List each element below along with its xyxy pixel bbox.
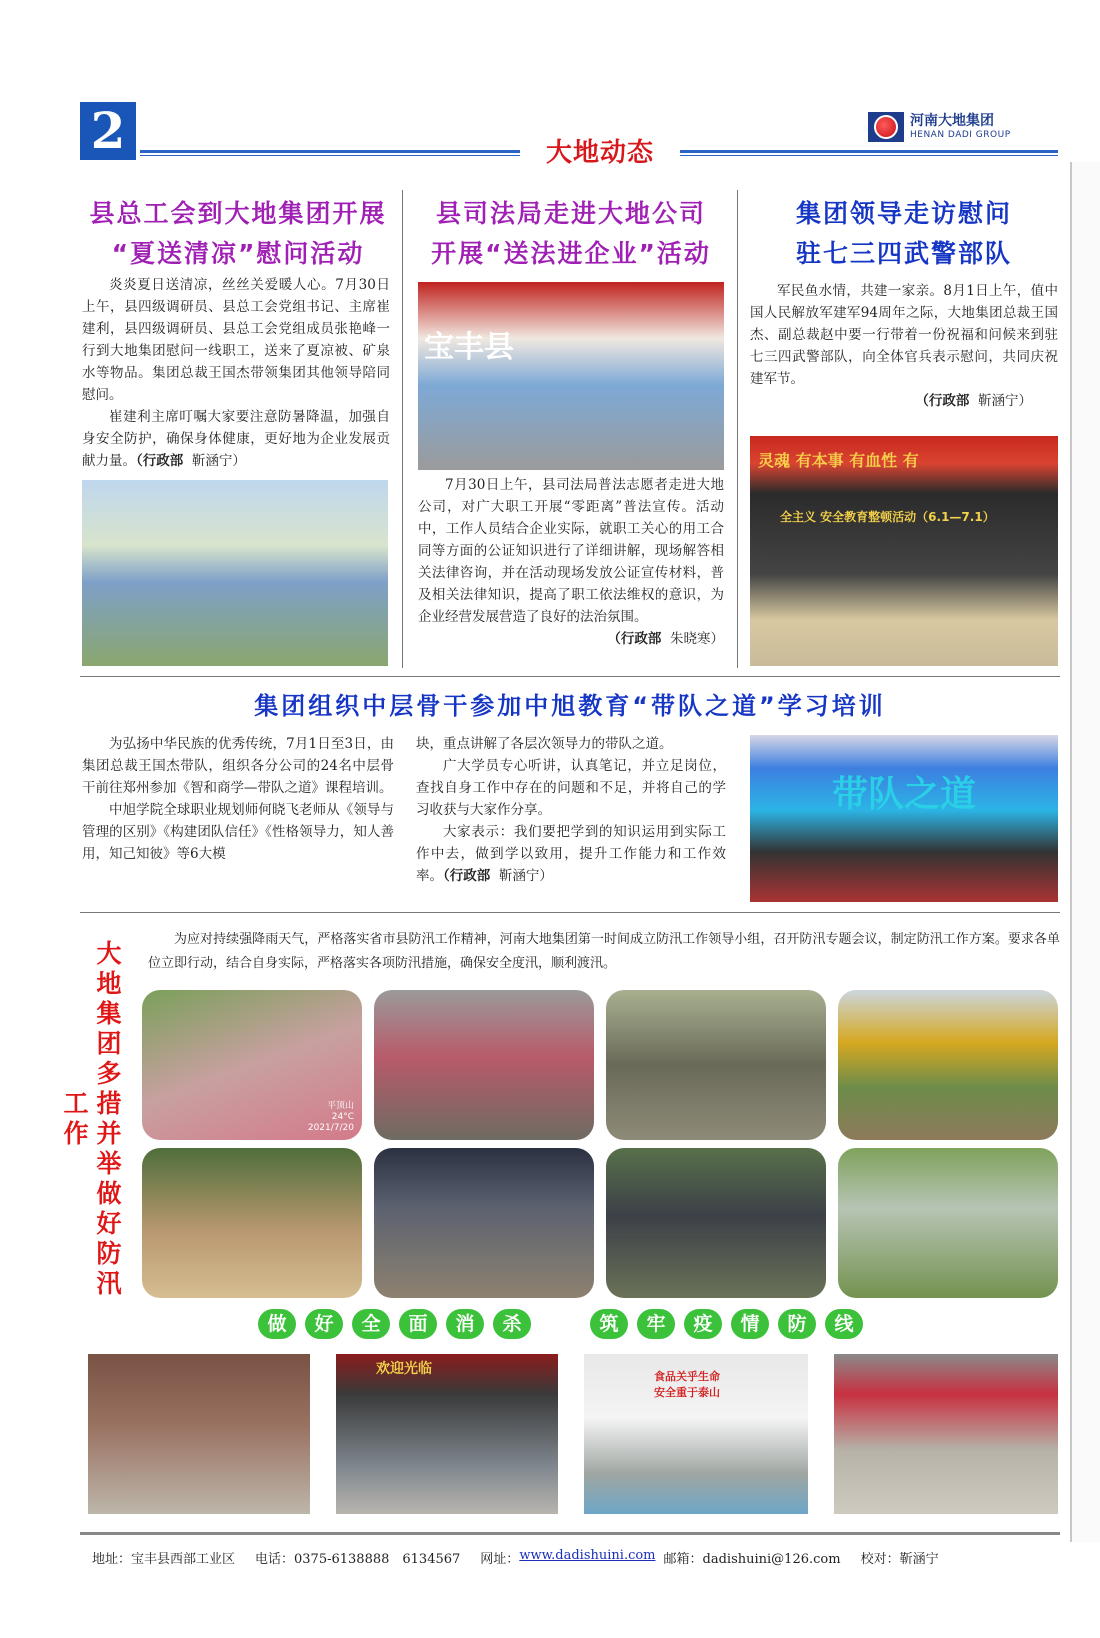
article4-column2: 块，重点讲解了各层次领导力的带队之道。 广大学员专心听讲，认真笔记，并立足岗位，查找自身工作中存在的问题和不足，并将自己的学习收获与大家作分享。 大家表示：我们要把学到的知识运用到实际工作中去，做到学以致用，提升工作能力和工作效率。（行政部 靳涵宁）: [416, 736, 726, 884]
disinfection-photo-1: [88, 1354, 310, 1514]
slogan-char: 牢: [637, 1309, 675, 1339]
slogan-left: [258, 1309, 531, 1343]
column-divider: [737, 190, 738, 668]
disinfection-photo-3: 食品关乎生命 安全重于泰山: [584, 1354, 808, 1514]
footer-email: 邮箱：dadishuini@126.com: [663, 1552, 841, 1567]
globe-logo-icon: [868, 112, 904, 142]
slogan-char: 防: [778, 1309, 816, 1339]
footer: [92, 1548, 1052, 1567]
slogan-char: 杀: [493, 1309, 531, 1339]
flood-photo-1: 平顶山 24°C 2021/7/20: [142, 990, 362, 1140]
flood-photo-8: [838, 1148, 1058, 1298]
flood-photo-2: [374, 990, 594, 1140]
disinfection-photo-4: [834, 1354, 1058, 1514]
footer-website-link[interactable]: www.dadishuini.com: [519, 1548, 656, 1563]
section-title: 大地动态: [545, 138, 654, 168]
slogan-char: 筑: [590, 1309, 628, 1339]
article4-column1: 为弘扬中华民族的优秀传统，7月1日至3日，由集团总裁王国杰带队，组织各分公司的24名中层骨干前往郑州参加《智和商学—带队之道》课程培训。 中旭学院全球职业规划师何晓飞老师从《领导与管理的区别》《构建团队信任》《性格领导力，知人善用，知己知彼》等6大模: [82, 736, 394, 862]
logo-name-en: HENAN DADI GROUP: [910, 130, 1011, 140]
company-logo: [868, 110, 1018, 144]
flood-photo-4: [838, 990, 1058, 1140]
article1-body: 炎炎夏日送清凉，丝丝关爱暖人心。7月30日上午，县四级调研员、县总工会党组书记、主席崔建利，县四级调研员、县总工会党组成员张艳峰一行到大地集团慰问一线职工，送来了夏凉被、矿泉水等物品。集团总裁王国杰带领集团其他领导陪同慰问。 崔建利主席叮嘱大家要注意防暑降温，加强自身安全防护，确保身体健康，更好地为企业发展贡献力量。（行政部 靳涵宁）: [82, 277, 390, 469]
slogan-char: 全: [352, 1309, 390, 1339]
article2-headline: 县司法局走进大地公司 开展“送法进企业”活动: [431, 199, 711, 268]
slogan-char: 线: [825, 1309, 863, 1339]
logo-name-cn: 河南大地集团: [910, 113, 994, 129]
article4-headline: 集团组织中层骨干参加中旭教育“带队之道”学习培训: [254, 692, 886, 720]
article1-photo: [82, 480, 388, 666]
article3-headline: 集团领导走访慰问 驻七三四武警部队: [795, 199, 1012, 268]
footer-website-label: 网址：: [480, 1552, 520, 1567]
disinfection-photo-2: 欢迎光临: [336, 1354, 558, 1514]
footer-phone: 电话：0375-6138888 6134567: [255, 1552, 461, 1567]
slogan-char: 疫: [684, 1309, 722, 1339]
article4-photo: 带队之道: [750, 735, 1058, 902]
article1-headline: 县总工会到大地集团开展 “夏送清凉”慰问活动: [89, 199, 387, 268]
slogan-char: 好: [305, 1309, 343, 1339]
slogan-char: 消: [446, 1309, 484, 1339]
flood-vertical-title: 大地集团多措并举做好防汛工作: [60, 940, 122, 1300]
slogan-char: 面: [399, 1309, 437, 1339]
slogan-right: [590, 1309, 863, 1343]
slogan-char: 情: [731, 1309, 769, 1339]
header-rule-left: [140, 150, 520, 153]
flood-photo-3: [606, 990, 826, 1140]
slogan-char: 做: [258, 1309, 296, 1339]
next-page-edge: [1070, 162, 1100, 1542]
footer-rule: [80, 1532, 1060, 1535]
flood-photo-6: [374, 1148, 594, 1298]
section-divider: [80, 676, 1060, 677]
section-divider: [80, 912, 1060, 913]
header-rule-left-thin: [140, 155, 520, 156]
footer-address: 地址：宝丰县西部工业区: [92, 1552, 236, 1567]
article3-body: 军民鱼水情，共建一家亲。8月1日上午，值中国人民解放军建军94周年之际，大地集团总裁王国杰、副总裁赵中要一行带着一份祝福和问候来到驻七三四武警部队，向全体官兵表示慰问，共同庆祝建军节。 （行政部 靳涵宁）: [750, 283, 1058, 409]
flood-photo-7: [606, 1148, 826, 1298]
header-rule-right: [680, 150, 1058, 153]
footer-proofreader: 校对：靳涵宁: [860, 1552, 939, 1567]
page-number: 2: [80, 102, 136, 160]
article2-body: 7月30日上午，县司法局普法志愿者走进大地公司，对广大职工开展“零距离”普法宣传。活动中，工作人员结合企业实际，就职工关心的用工合同等方面的公证知识进行了详细讲解，现场解答相关法律咨询，并在活动现场发放公证宣传材料，普及相关法律知识，提高了职工依法维权的意识，为企业经营发展营造了良好的法治氛围。 （行政部 朱晓寒）: [418, 477, 724, 647]
article2-photo: 宝丰县: [418, 282, 724, 470]
flood-intro: 为应对持续强降雨天气，严格落实省市县防汛工作精神，河南大地集团第一时间成立防汛工作领导小组，召开防汛专题会议，制定防汛工作方案。要求各单位立即行动，结合自身实际，严格落实各项防汛措施，确保安全度汛，顺利渡汛。: [148, 932, 1060, 971]
flood-photo-5: [142, 1148, 362, 1298]
column-divider: [402, 190, 403, 668]
article3-photo: 灵魂 有本事 有血性 有 全主义 安全教育整顿活动（6.1—7.1）: [750, 436, 1058, 666]
header-rule-right-thin: [680, 155, 1058, 156]
